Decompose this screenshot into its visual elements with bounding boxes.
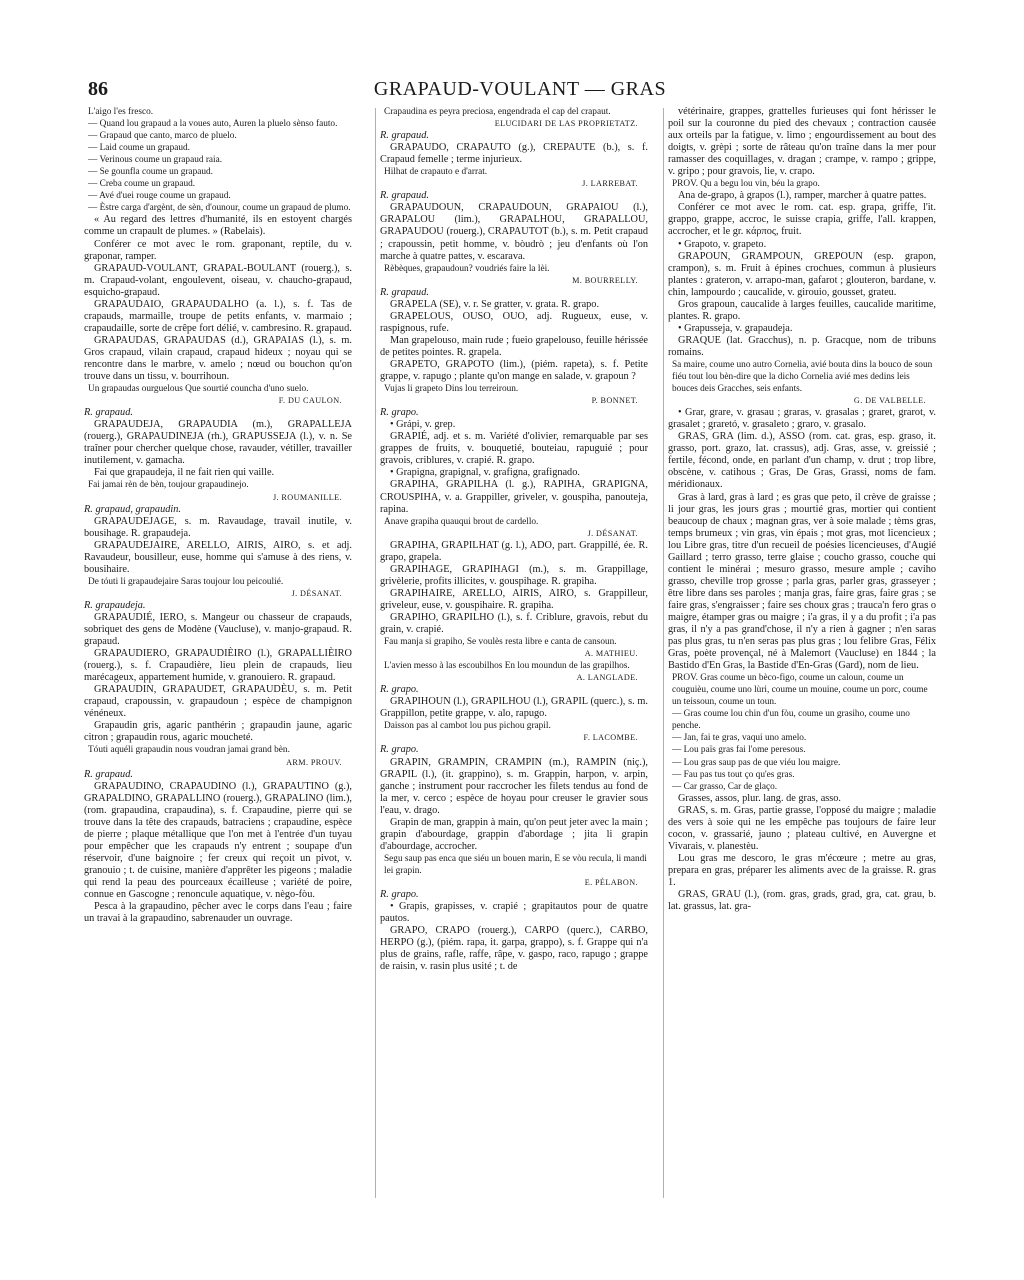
quotation-line: Tóuti aquéli grapaudin nous voudran jamai grand bèn. — [88, 745, 290, 756]
quotation-line: Un grapaudas ourguelous Que sourtié councha d'uno suelo. — [88, 384, 309, 395]
quotation-attribution: G. DE VALBELLE. — [853, 396, 926, 406]
column-left — [84, 106, 352, 1226]
quotation-line: — Lou païs gras fai l'ome peresous. — [672, 745, 806, 756]
quotation-line: Crapaudina es peyra preciosa, engendrada el cap del crapaut. — [384, 107, 611, 117]
quotation-line: L'aigo l'es fresco. — [88, 107, 154, 117]
entry-paragraph: GRAPELOUS, OUSO, OUO, adj. Rugueux, euse, v. raspignous, rufe. — [380, 310, 648, 334]
etymology-reference: R. grapo. — [380, 744, 419, 756]
quotation-line: — Creba coume un grapaud. — [88, 179, 196, 190]
quotation-attribution: F. DU CAULON. — [278, 396, 342, 406]
entry-paragraph: Conférer ce mot avec le rom. graponant, reptile, du v. graponar, ramper. — [84, 238, 352, 262]
entry-paragraph: GRAQUE (lat. Gracchus), n. p. Gracque, nom de tribuns romains. — [668, 334, 936, 358]
entry-paragraph: GRAPAUDAIO, GRAPAUDALHO (a. l.), s. f. Tas de crapauds, marmaille, troupe de petits enfants, v. marmaio ; crapaudaille, sorte de crêpe fort délié, v. cambresino. R. grapaud. — [84, 298, 352, 334]
entry-paragraph: Lou gras me descoro, le gras m'écœure ; metre au gras, prepara en gras, préparer les aliments avec de la graisse. R. gras 1. — [668, 852, 936, 888]
quotation-line: PROV. Qu a begu lou vin, béu la grapo. — [672, 179, 820, 190]
etymology-reference: R. grapo. — [380, 889, 419, 901]
entry-paragraph: Grapin de man, grappin à main, qu'on peut jeter avec la main ; grapin d'abourdage, grappin d'abordage ; jita li grapin d'abourdage, accrocher. — [380, 816, 648, 852]
entry-paragraph: GRAPIHA, GRAPILHA (l. g.), RAPIHA, GRAPIGNA, CROUSPIHA, v. a. Grappiller, griveler, v. gouspiha, panouteja, rapina. — [380, 479, 648, 515]
quotation-line: — Avé d'uei rouge coume un grapaud. — [88, 191, 231, 202]
quotation-line: — Fau pas tus tout ço qu'es gras. — [672, 769, 795, 780]
etymology-reference: R. grapaud, grapaudin. — [84, 503, 181, 515]
quotation-attribution: P. BONNET. — [591, 396, 638, 406]
etymology-reference: R. grapo. — [380, 684, 419, 696]
entry-paragraph: Grasses, assos, plur. lang. de gras, asso. — [678, 792, 842, 804]
entry-paragraph: • Grar, grare, v. grasau ; graras, v. grasalas ; graret, grarot, v. grasalet ; graretó, v. grasaleto ; graro, v. grasalo. — [668, 407, 936, 431]
entry-paragraph: GRAS, s. m. Gras, partie grasse, l'opposé du maigre ; maladie des vers à soie qui ne les empêche pas toujours de faire leur cocon, v. grassarié, jauno ; plateau cultivé, en Auvergne et Vivarais, v. planestèu. — [668, 804, 936, 852]
column-right — [668, 106, 936, 1226]
entry-paragraph: GRAPAUDIÉ, IERO, s. Mangeur ou chasseur de crapauds, sobriquet des gens de Modène (Vaucluse), v. manjo-grapaud. R. grapaud. — [84, 611, 352, 648]
quotation-line: — Quand lou grapaud a la voues auto, Auren la pluelo sènso fauto. — [88, 119, 338, 130]
column-middle — [380, 106, 648, 1226]
quotation-attribution: J. ROUMANILLE. — [272, 492, 342, 502]
entry-paragraph: GRAPIÉ, adj. et s. m. Variété d'olivier, remarquable par ses grappes de fruits, v. bouquetié, bouteiau, rapuguié ; pour gravois, criblures, v. crapié. R. grapo. — [380, 431, 648, 467]
entry-paragraph: GRAPAUDINO, CRAPAUDINO (l.), GRAPAUTINO (g.), GRAPALDINO, GRAPALLINO (rouerg.), GRAPALINO (lim.), (rom. grapaudina, crapaudina), s. f. Crapaudine, pierre qui se trouve dans la tête des crapauds, batraciens ; crapaudine, espèce de pierre ; plaque métallique que l'on met à l'entrée d'un tuyau pour empêcher que les crapauds n'y entrent ; soupape d'un réservoir, d'une baignoire ; fer creux qui reçoit un pivot, v. granouio ; t. de cuisine, manière d'apprêter les pigeons ; maladie qui rend la peau des pourceaux écailleuse ; variété de poire, connue en Gascogne ; renoncule aquatique, v. nègo-fòu. — [84, 780, 352, 901]
quotation-line: — Se gounfla coume un grapaud. — [88, 167, 213, 178]
quotation-line: — Car grasso, Car de glaço. — [672, 781, 778, 792]
entry-paragraph: • Grapusseja, v. grapaudeja. — [678, 322, 793, 334]
entry-paragraph: • Grápi, v. grep. — [390, 419, 456, 431]
quotation-attribution: ARM. PROUV. — [286, 757, 342, 767]
etymology-reference: R. grapaud. — [84, 407, 133, 419]
entry-paragraph: GRAS, GRA (lim. d.), ASSO (rom. cat. gras, esp. graso, it. grasso, port. grazo, lat. crassus), adj. Gras, asse, v. greissié ; fertile, fécond, onde, en parlant d'un champ, v. drut ; trop libre, obscène, v. catihous ; Gras, De Gras, Grassi, noms de fam. méridionaux. — [668, 431, 936, 491]
quotation-attribution: ELUCIDARI DE LAS PROPRIETATZ. — [494, 119, 638, 129]
entry-paragraph: Gras à lard, gras à lard ; es gras que peto, il crève de graisse ; li jour gras, les jours gras ; mourtié gras, mortier qui contient beaucoup de chaux ; magnan gras, ver à soie malade ; tèms gras, temps brumeux ; vin gras, vin épais ; mot gras, mot licencieux ; lou Libre gras, titre d'un recueil de poésies licencieuses, d'Augié Gaillard ; terro grasso, terre glaise ; coucho grasso, couche qui contient le minérai ; mesuro grasso, mesure ample ; caviho grasso, cheville trop grosse ; parla gras, parler gras, grasseyer ; être libre dans ses paroles ; manja gras, faire gras, faire gras ; se faire gras, s'engraisser ; faire ses choux gras ; trauca'n fero gras o maigre, étamper gras ou maigre ; i'a gras, il y a du profit ; i'a pas gras, il n'y a pas grand'chose, il n'y a rien à gagner ; n'en saras pas plus gras, tu n'en seras pas plus gras ; lou felibre Gras, Félix Gras, poète provençal, né à Malemort (Vaucluse) en 1844 ; la Bastido d'En Gras, la Bastide d'En-Gras (Gard), nom de lieu. — [668, 491, 936, 672]
quotation-attribution: J. LARREBAT. — [582, 179, 638, 189]
entry-paragraph: GRAPOUN, GRAMPOUN, GREPOUN (esp. grapon, crampon), s. m. Fruit à épines crochues, commun à plusieurs plantes : grateron, v. arrapo-man, gafarot ; glouteron, bardane, v. chin, lampourdo ; caucalide, v. girouio, gousset, grateu. — [668, 250, 936, 298]
entry-paragraph: GRAPAUDEJA, GRAPAUDIA (m.), GRAPALLEJA (rouerg.), GRAPAUDINEJA (rh.), GRAPUSSEJA (l.), v. n. Se traîner pour chercher quelque chose, ravauder, vétiller, travailler inutilement, v. gamacha. — [84, 419, 352, 467]
entry-paragraph: GRAPAUDOUN, CRAPAUDOUN, GRAPAIOU (l.), GRAPALOU (lim.), GRAPALHOU, GRAPALLOU, GRAPAUDOU (rouerg.), CRAPAUTOT (b.), s. m. Petit crapaud ; crapoussin, petit homme, v. bòudrò ; jeu d'enfants où l'on marche à quatre pattes, v. escarava. — [380, 202, 648, 262]
entry-paragraph: Pesca à la grapaudino, pêcher avec le corps dans l'eau ; faire un travai à la grapaudino, sabrenauder un ouvrage. — [84, 901, 352, 925]
etymology-reference: R. grapaudeja. — [84, 599, 146, 611]
quotation-line: Vujas li grapeto Dins lou terreiroun. — [384, 384, 519, 395]
quotation-attribution: J. DÉSANAT. — [587, 528, 638, 538]
quotation-line: Hilhat de crapauto e d'arrat. — [384, 167, 488, 178]
page-number: 86 — [88, 78, 108, 100]
entry-paragraph: Conférer ce mot avec le rom. cat. esp. grapa, griffe, l'it. grappo, grappe, accroc, le suisse crapia, griffe, l'all. krappen, accrocher, et le gr. κάρπος, fruit. — [668, 202, 936, 238]
entry-paragraph: GRAPAUDEJAGE, s. m. Ravaudage, travail inutile, v. bousihage. R. grapaudeja. — [84, 515, 352, 539]
entry-paragraph: vétérinaire, grappes, grattelles furieuses qui font hérisser le poil sur la couronne du pied des chevaux ; contraction causée aux orteils par la fatigue, v. limo ; engourdissement au bout des doigts, v. grèpi ; sorte de râteau qu'on traîne dans la mer pour ramasser des coquillages, v. dragan ; crampe, v. rampo ; grippe, v. gripo ; pour gravois, lie, v. crapo. — [668, 106, 936, 178]
quotation-line: — Gras coume lou chin d'un fòu, coume un grasiho, coume uno penche. — [672, 709, 910, 732]
quotation-line: — Verinous coume un grapaud raia. — [88, 155, 223, 166]
quotation-line: — Grapaud que canto, marco de pluelo. — [88, 131, 237, 142]
quotation-line: — Jan, fai te gras, vaqui uno amelo. — [672, 733, 807, 744]
entry-paragraph: GRAPELA (SE), v. r. Se gratter, v. grata. R. grapo. — [390, 298, 600, 310]
entry-paragraph: GRAS, GRAU (l.), (rom. gras, grads, grad, gra, cat. grau, b. lat. grassus, lat. gra- — [668, 889, 936, 913]
quotation-attribution: A. LANGLADE. — [576, 673, 638, 683]
entry-paragraph: GRAPIHO, GRAPILHO (l.), s. f. Criblure, gravois, rebut du grain, v. crapié. — [380, 611, 648, 636]
quotation-line: — Laid coume un grapaud. — [88, 143, 190, 154]
quotation-line: — Lou gras saup pas de que viéu lou maigre. — [672, 757, 841, 768]
quotation-line: De tóuti li grapaudejaire Saras toujour lou peicoulié. — [88, 576, 284, 587]
quotation-line: PROV. Gras coume un bèco-figo, coume un caloun, coume un couguièu, coume uno lùri, coume un mouine, coume un porc, coume un teissoun, coume un toun. — [672, 673, 928, 708]
quotation-attribution: J. DÉSANAT. — [291, 588, 342, 598]
entry-paragraph: GRAPAUDEJAIRE, ARELLO, AIRIS, AIRO, s. et adj. Ravaudeur, bousilleur, euse, homme qui s'amuse à des riens, v. bousihaire. — [84, 539, 352, 575]
entry-paragraph: GRAPAUD-VOULANT, GRAPAL-BOULANT (rouerg.), s. m. Crapaud-volant, engoulevent, oiseau, v. chaucho-grapaud, esquicho-grapaud. — [84, 262, 352, 298]
entry-paragraph: GRAPO, CRAPO (rouerg.), CARPO (querc.), CARBO, HERPO (g.), (piém. rapa, it. garpa, grappo), s. f. Grappe qui n'a plus de grains, rafle, raffe, râpe, v. gaspo, raco, rapugo ; grappe de raisin, v. rasin plus usité ; t. de — [380, 925, 648, 973]
etymology-reference: R. grapaud. — [380, 130, 429, 142]
entry-paragraph: • Grapigna, grapignal, v. grafigna, grafignado. — [390, 467, 580, 479]
entry-paragraph: GRAPIHA, GRAPILHAT (g. l.), ADO, part. Grappillé, ée. R. grapo, grapela. — [380, 539, 648, 563]
running-head: GRAPAUD-VOULANT — GRAS — [373, 78, 667, 100]
etymology-reference: R. grapaud. — [380, 190, 429, 202]
quotation-attribution: M. BOURRELLY. — [572, 275, 638, 285]
entry-paragraph: GRAPIHAGE, GRAPIHAGI (m.), s. m. Grappillage, grivèlerie, profits illicites, v. gouspihage. R. grapiha. — [380, 563, 648, 587]
entry-paragraph: Grapaudin gris, agaric panthérin ; grapaudin jaune, agaric citron ; grapaudin rous, agaric moucheté. — [84, 720, 352, 744]
entry-paragraph: Ana de-grapo, à grapos (l.), ramper, marcher à quatre pattes. — [678, 190, 927, 202]
entry-paragraph: « Au regard des lettres d'humanité, ils en estoyent chargés comme un crapault de plumes. » (Rabelais). — [84, 214, 352, 238]
entry-paragraph: GRAPAUDAS, GRAPAUDAS (d.), GRAPAIAS (l.), s. m. Gros crapaud, vilain crapaud, crapaud hideux ; noyau qui se rencontre dans le marbre, v. amelo ; nœud ou bouchon qu'on trouve dans un tissu, v. bourrihoun. — [84, 334, 352, 383]
entry-paragraph: GRAPETO, GRAPOTO (lim.), (piém. rapeta), s. f. Petite grappe, v. rapugo ; plante qu'on mange en salade, v. grapoun ? — [380, 358, 648, 383]
quotation-attribution: E. PÉLABON. — [584, 878, 638, 887]
entry-paragraph: • Grapis, grapisses, v. crapié ; grapitautos pour de quatre pautos. — [380, 901, 648, 925]
quotation-line: — Èstre carga d'argènt, de sèn, d'ounour, coume un grapaud de plumo. — [88, 203, 351, 214]
entry-paragraph: • Grapoto, v. grapeto. — [678, 238, 767, 250]
quotation-line: Segu saup pas enca que siéu un bouen marin, E se vòu recula, li mandi lei grapin. — [384, 853, 647, 876]
entry-paragraph: GRAPIN, GRAMPIN, CRAMPIN (m.), RAMPIN (niç.), GRAPIL (l.), (it. grappino), s. m. Grappin, harpon, v. arpin, ganche ; instrument pour raccrocher les filets tendus au fond de la mer, v. cerco ; espèce de hoyau pour creuser le gravier sous l'eau, v. drago. — [380, 756, 648, 816]
entry-paragraph: Man grapelouso, main rude ; fueio grapelouso, feuille hérissée de petites pointes. R. grapela. — [380, 334, 648, 358]
quotation-line: Daisson pas al cambot lou pus pichou grapil. — [384, 721, 551, 732]
entry-paragraph: GRAPAUDIERO, GRAPAUDIÈIRO (l.), GRAPALLIÈIRO (rouerg.), s. f. Crapaudière, lieu plein de crapauds, lieu marécageux, appartement humide, v. granouiero. R. grapaud. — [84, 648, 352, 684]
quotation-attribution: A. MATHIEU. — [584, 649, 638, 659]
quotation-line: Fau manja si grapiho, Se voulès resta libre e canta de cansoun. — [384, 637, 617, 648]
etymology-reference: R. grapo. — [380, 407, 419, 419]
etymology-reference: R. grapaud. — [84, 768, 133, 780]
text-columns — [84, 106, 936, 1226]
entry-paragraph: GRAPAUDO, CRAPAUTO (g.), CREPAUTE (b.), s. f. Crapaud femelle ; terme injurieux. — [380, 142, 648, 166]
etymology-reference: R. grapaud. — [380, 286, 429, 298]
quotation-line: Anave grapiha quauqui brout de cardello. — [384, 516, 539, 527]
quotation-line: L'avien messo à las escoubilhos En lou moundun de las grapilhos. — [384, 661, 630, 672]
quotation-line: Rèbèques, grapaudoun? voudriés faire la lèi. — [384, 263, 550, 274]
entry-paragraph: GRAPAUDIN, GRAPAUDET, GRAPAUDÈU, s. m. Petit crapaud, crapoussin, v. grapaudoun ; espèce de champignon vénéneux. — [84, 684, 352, 720]
quotation-line: Fai jamai rèn de bèn, toujour grapaudinejo. — [88, 480, 249, 491]
quotation-attribution: F. LACOMBE. — [583, 733, 638, 743]
entry-paragraph: GRAPIHAIRE, ARELLO, AIRIS, AIRO, s. Grappilleur, griveleur, euse, v. gouspihaire. R. grapiha. — [380, 587, 648, 611]
entry-paragraph: GRAPIHOUN (l.), GRAPILHOU (l.), GRAPIL (querc.), s. m. Grappillon, petite grappe, v. alo, rapugo. — [380, 696, 648, 720]
quotation-line: Sa maire, coume uno autro Cornelia, avié bouta dins la bouco de soun fiéu tout lou bèn-dire que la dicho Cornelia avié mes dedins leis bouces deis Gracches, seis enfants. — [672, 359, 933, 395]
entry-paragraph: Fai que grapaudeja, il ne fait rien qui vaille. — [94, 467, 275, 479]
entry-paragraph: Gros grapoun, caucalide à larges feuilles, caucalide maritime, plantes. R. grapo. — [668, 298, 936, 322]
